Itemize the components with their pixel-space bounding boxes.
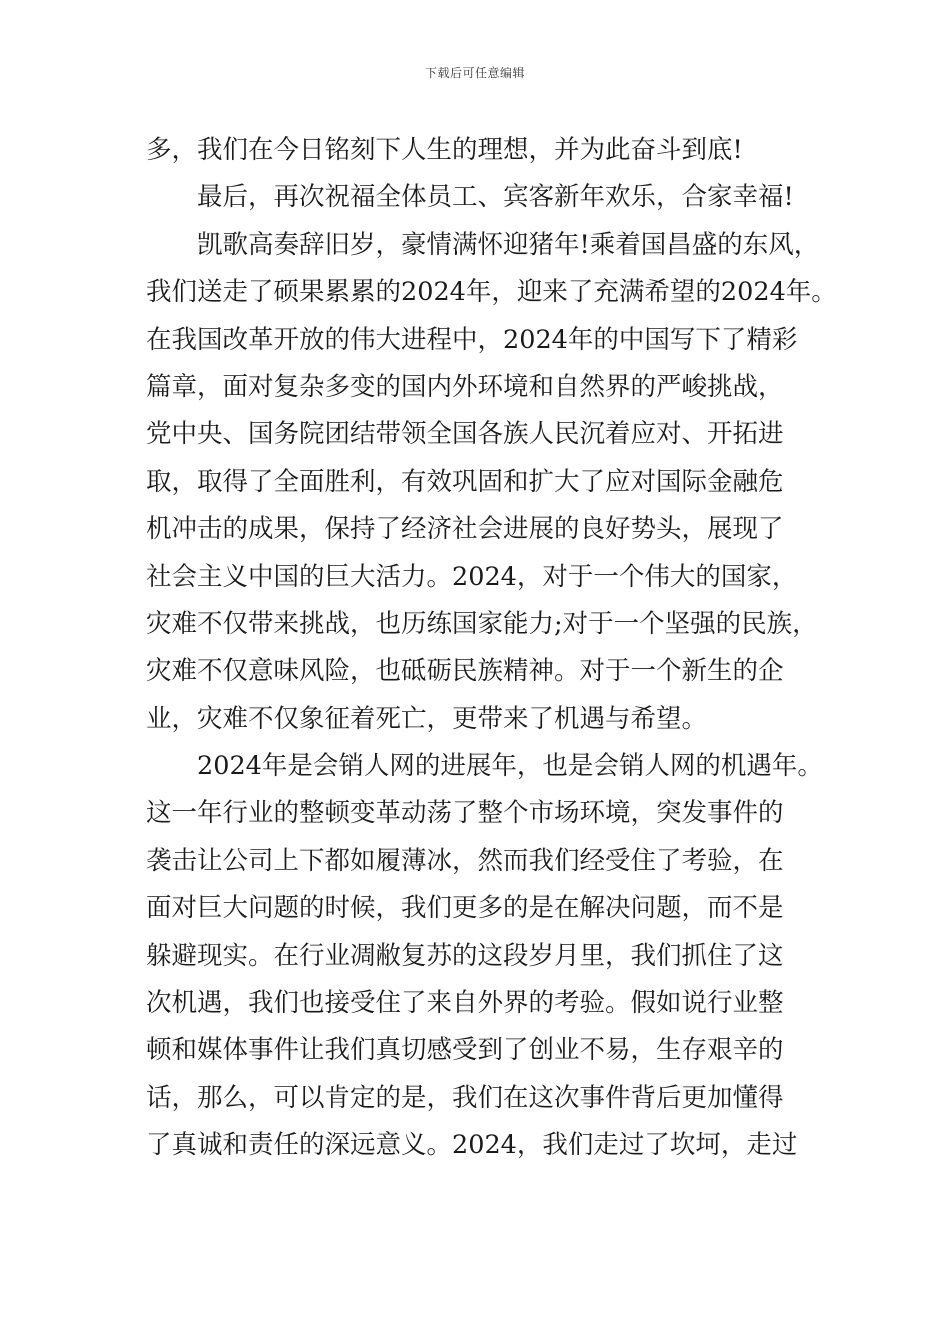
text-line: 这一年行业的整顿变革动荡了整个市场环境，突发事件的	[146, 798, 784, 829]
text-line: 篇章，面对复杂多变的国内外环境和自然界的严峻挑战，	[146, 371, 784, 402]
text-line: 顿和媒体事件让我们真切感受到了创业不易，生存艰辛的	[146, 1035, 784, 1066]
text-line: 取，取得了全面胜利，有效巩固和扩大了应对国际金融危	[146, 466, 784, 497]
text-line: 党中央、国务院团结带领全国各族人民沉着应对、开拓进	[146, 419, 784, 450]
text-line: 机冲击的成果，保持了经济社会进展的良好势头，展现了	[146, 514, 784, 545]
text-line: 在我国改革开放的伟大进程中，2024年的中国写下了精彩	[146, 324, 798, 355]
text-line: 多，我们在今日铭刻下人生的理想，并为此奋斗到底!	[146, 135, 743, 165]
text-line: 灾难不仅意味风险，也砥砺民族精神。对于一个新生的企	[146, 656, 784, 687]
text-line: 社会主义中国的巨大活力。2024，对于一个伟大的国家，	[146, 561, 798, 592]
text-line: 话，那么，可以肯定的是，我们在这次事件背后更加懂得	[146, 1082, 784, 1113]
text-line: 躲避现实。在行业凋敝复苏的这段岁月里，我们抓住了这	[146, 940, 784, 971]
page-header-note: 下载后可任意编辑	[424, 66, 525, 80]
text-line: 业，灾难不仅象征着死亡，更带来了机遇与希望。	[146, 703, 708, 734]
text-line: 最后，再次祝福全体员工、宾客新年欢乐，合家幸福!	[197, 182, 794, 213]
document-body	[146, 127, 846, 1170]
text-line: 面对巨大问题的时候，我们更多的是在解决问题，而不是	[146, 893, 784, 924]
text-line: 了真诚和责任的深远意义。2024，我们走过了坎坷，走过	[146, 1130, 798, 1161]
text-line: 我们送走了硕果累累的2024年，迎来了充满希望的2024年。	[146, 277, 837, 308]
text-line: 2024年是会销人网的进展年，也是会销人网的机遇年。	[197, 751, 823, 782]
text-line: 凯歌高奏辞旧岁，豪情满怀迎猪年!乘着国昌盛的东风，	[197, 229, 820, 260]
text-line: 次机遇，我们也接受住了来自外界的考验。假如说行业整	[146, 988, 784, 1019]
text-line: 袭击让公司上下都如履薄冰，然而我们经受住了考验，在	[146, 845, 784, 876]
text-line: 灾难不仅带来挑战，也历练国家能力;对于一个坚强的民族，	[146, 608, 818, 639]
